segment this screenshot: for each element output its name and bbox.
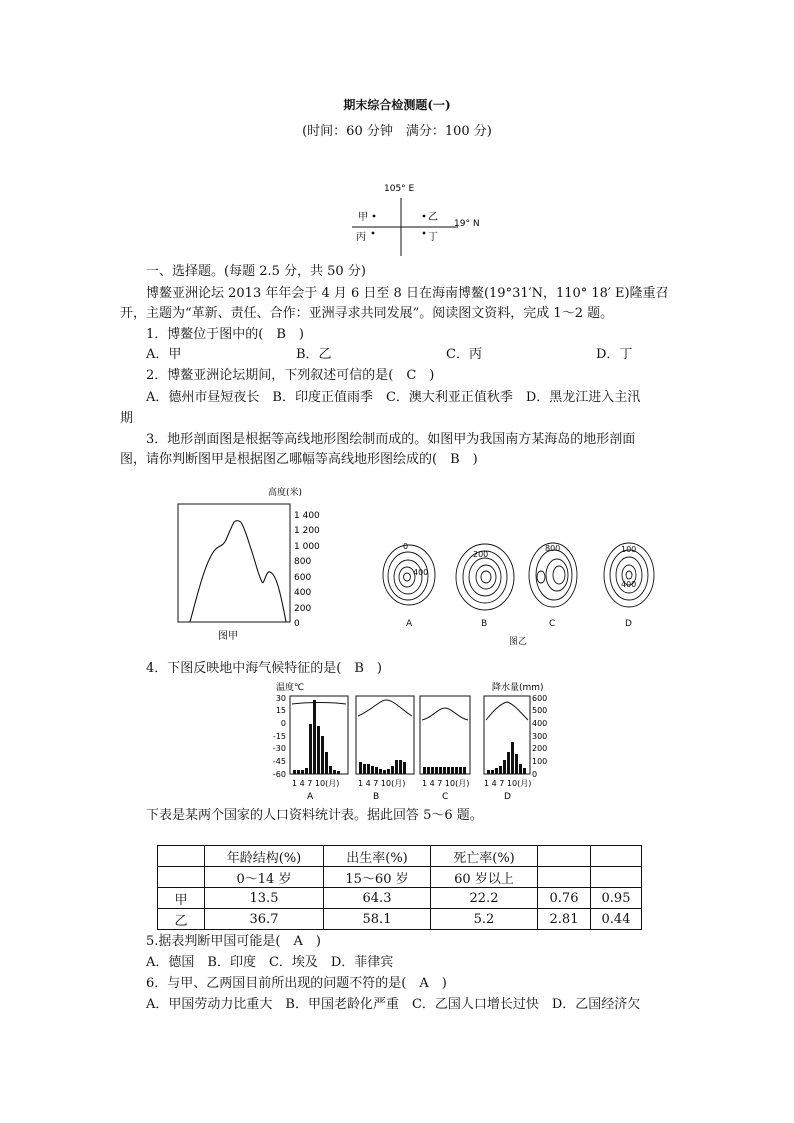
table-cell — [538, 846, 591, 867]
temp-tick-m60: -60 — [272, 770, 286, 779]
climate-label-c: C — [442, 792, 449, 802]
point-jia: 甲 — [358, 212, 368, 223]
table-cell: 64.3 — [324, 888, 431, 909]
months-d: 1 4 7 10(月) — [484, 779, 532, 788]
q3-stem-line2: 图，请你判断图甲是根据图乙哪幅等高线地形图绘成的( B ) — [120, 452, 478, 467]
q6-stem: 6．与甲、乙两国目前所出现的问题不符的是( A ) — [146, 976, 447, 991]
table-cell: 乙 — [158, 909, 205, 930]
months-c: 1 4 7 10(月) — [422, 779, 470, 788]
contour-caption: 图乙 — [509, 637, 528, 647]
profile-chart — [168, 482, 348, 652]
table-subheader-row — [158, 867, 642, 888]
precip-tick-0: 0 — [532, 770, 538, 779]
meridian-label: 105° E — [384, 184, 415, 194]
table-header-row — [158, 846, 642, 867]
profile-ylabel: 高度(米) — [268, 488, 303, 498]
table-cell: 0.76 — [538, 888, 591, 909]
table-cell — [538, 867, 591, 888]
table-cell: 58.1 — [324, 909, 431, 930]
table-subheader-60plus: 60 岁以上 — [431, 867, 538, 888]
temp-tick-30: 30 — [275, 694, 286, 703]
q4-stem: 4．下图反映地中海气候特征的是( B ) — [146, 661, 382, 676]
profile-ytick-800: 800 — [294, 557, 312, 567]
population-table — [157, 845, 642, 930]
table-cell: 13.5 — [205, 888, 324, 909]
profile-ytick-1000: 1 000 — [294, 542, 320, 552]
months-b: 1 4 7 10(月) — [358, 779, 406, 788]
contour-label-d: D — [625, 619, 632, 629]
table-row — [158, 888, 642, 909]
table-cell: 36.7 — [205, 909, 324, 930]
profile-caption: 图甲 — [218, 631, 238, 642]
table-header-death: 死亡率(%) — [431, 846, 538, 867]
q5-options: A．德国 B．印度 C．埃及 D．菲律宾 — [146, 955, 394, 970]
precip-axis-label: 降水量(mm) — [492, 683, 544, 693]
precip-tick-100: 100 — [532, 757, 548, 766]
point-yi: 乙 — [428, 212, 438, 223]
contour-a-0: 0 — [403, 542, 409, 551]
profile-ytick-1200: 1 200 — [294, 526, 320, 536]
exam-info: (时间：60 分钟 满分：100 分) — [302, 124, 492, 139]
table-cell: 甲 — [158, 888, 205, 909]
contour-label-c: C — [549, 619, 556, 629]
table-cell: 0.44 — [591, 909, 642, 930]
precip-tick-500: 500 — [532, 706, 548, 715]
table-row — [158, 909, 642, 930]
climate-charts — [262, 680, 562, 805]
contour-a-400: 400 — [413, 568, 429, 577]
table-cell — [158, 867, 205, 888]
temp-axis-label: 温度℃ — [276, 683, 305, 693]
table-header-age: 年龄结构(%) — [205, 846, 324, 867]
q1-option-b: B．乙 — [296, 347, 332, 362]
contour-c-800: 800 — [545, 544, 561, 553]
climate-label-a: A — [307, 792, 314, 802]
contour-label-b: B — [481, 619, 488, 629]
contour-d-400: 400 — [621, 580, 637, 589]
q1-option-a: A．甲 — [146, 347, 182, 362]
precip-tick-300: 300 — [532, 732, 548, 741]
q3-stem-line1: 3．地形剖面图是根据等高线地形图绘制而成的。如图甲为我国南方某海岛的地形剖面 — [146, 432, 636, 447]
section-heading: 一、选择题。(每题 2.5 分，共 50 分) — [146, 264, 366, 279]
months-a: 1 4 7 10(月) — [292, 779, 340, 788]
climate-label-b: B — [373, 792, 380, 802]
table-cell: 0.95 — [591, 888, 642, 909]
profile-ytick-0: 0 — [294, 619, 300, 629]
intro-line-2: 开，主题为“革新、责任、合作：亚洲寻求共同发展”。阅读图文资料，完成 1～2 题。 — [120, 306, 614, 321]
temp-tick-m15: -15 — [272, 732, 286, 741]
parallel-label: 19° N — [454, 219, 480, 229]
table-cell: 22.2 — [431, 888, 538, 909]
profile-ytick-600: 600 — [294, 573, 312, 583]
temp-tick-15: 15 — [275, 706, 286, 715]
q2-options-line2: 期 — [120, 411, 134, 426]
temp-tick-0: 0 — [280, 719, 286, 728]
precip-tick-200: 200 — [532, 744, 548, 753]
coordinate-diagram — [340, 180, 490, 260]
precip-tick-600: 600 — [532, 694, 548, 703]
point-ding: 丁 — [428, 232, 438, 243]
q2-stem: 2．博鳌亚洲论坛期间，下列叙述可信的是( C ) — [146, 368, 435, 383]
table-subheader-0-14: 0～14 岁 — [205, 867, 324, 888]
table-cell: 2.81 — [538, 909, 591, 930]
temp-tick-m30: -30 — [272, 744, 286, 753]
intro-line-1: 博鳌亚洲论坛 2013 年年会于 4 月 6 日至 8 日在海南博鳌(19°31′N，110° 18′ E)隆重召 — [146, 286, 669, 301]
q1-option-c: C．丙 — [446, 347, 482, 362]
climate-label-d: D — [504, 792, 511, 802]
q5-stem: 5.据表判断甲国可能是( A ) — [146, 934, 321, 949]
table-header-birth: 出生率(%) — [324, 846, 431, 867]
contour-maps — [375, 535, 665, 650]
table-intro: 下表是某两个国家的人口资料统计表。据此回答 5～6 题。 — [146, 808, 483, 823]
precip-tick-400: 400 — [532, 719, 548, 728]
page-title: 期末综合检测题(一) — [343, 98, 451, 112]
temp-tick-m45: -45 — [272, 757, 286, 766]
profile-ytick-400: 400 — [294, 588, 312, 598]
profile-curve — [190, 521, 286, 622]
table-subheader-15-60: 15～60 岁 — [324, 867, 431, 888]
q6-options: A．甲国劳动力比重大 B．甲国老龄化严重 C．乙国人口增长过快 D．乙国经济欠 — [146, 997, 641, 1012]
table-cell — [591, 867, 642, 888]
profile-ytick-200: 200 — [294, 604, 312, 614]
profile-ytick-1400: 1 400 — [294, 511, 320, 521]
q1-stem: 1．博鳌位于图中的( B ) — [146, 327, 304, 342]
contour-d-100: 100 — [621, 545, 637, 554]
table-cell — [591, 846, 642, 867]
table-cell — [158, 846, 205, 867]
contour-b-200: 200 — [473, 550, 489, 559]
q1-option-d: D．丁 — [596, 347, 633, 362]
point-bing: 丙 — [356, 232, 366, 243]
contour-label-a: A — [406, 619, 413, 629]
q2-options-line1: A．德州市昼短夜长 B．印度正值雨季 C．澳大利亚正值秋季 D．黑龙江进入主汛 — [146, 390, 641, 405]
table-cell: 5.2 — [431, 909, 538, 930]
